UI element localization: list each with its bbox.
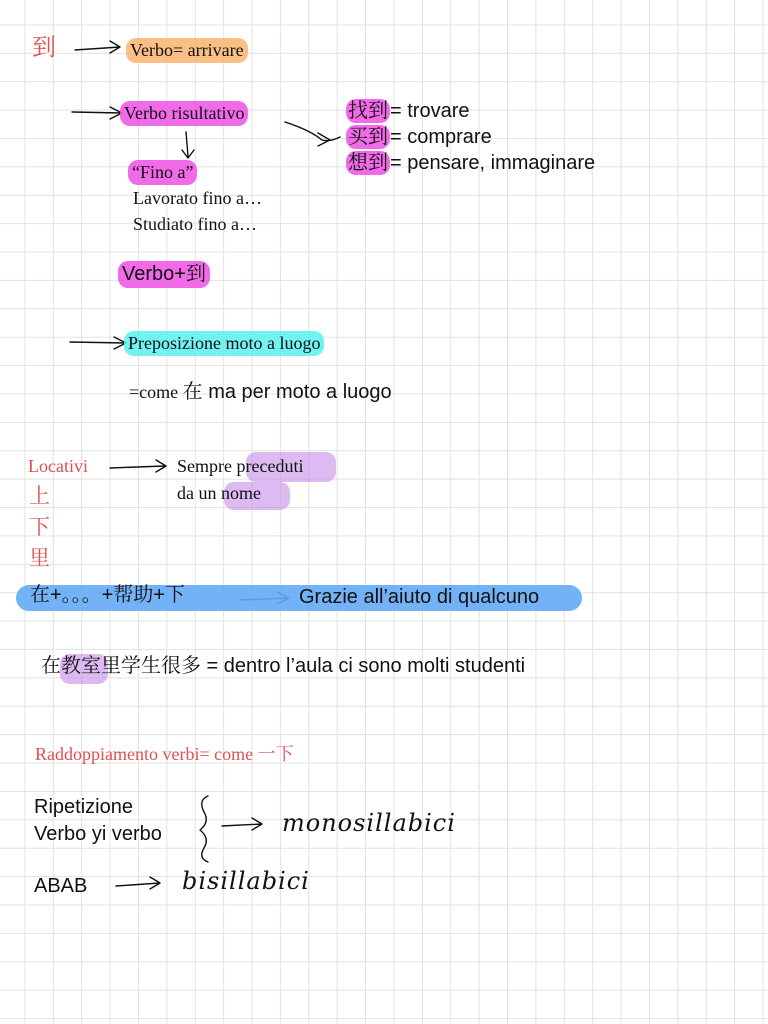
result-row-zhaodao [346,100,469,123]
arrow-monosillabici [222,818,262,830]
abab-label: ABAB [34,875,88,897]
locativo-xia: 下 [29,515,50,539]
xiangdao-meaning: = pensare, immaginare [390,152,596,174]
raddoppiamento-title: Raddoppiamento verbi= come 一下 [35,744,294,764]
locativo-li: 里 [29,546,50,570]
come-zai-prefix: =come [129,382,183,402]
ripetizione-label: Ripetizione [34,796,133,818]
monosillabici-handwritten: monosillabici [282,809,456,837]
brace-ripetizione [200,796,208,862]
arrow-locativi [110,460,166,472]
zhaodao-meaning: = trovare [390,100,470,122]
arrow-bisillabici [116,877,160,889]
arrow-dao-to-verbo [75,41,120,53]
maidao-chars: 买到 [348,126,388,148]
fino-a-label: “Fino a” [128,160,197,185]
come-zai-rest: 在 ma per moto a luogo [182,381,392,403]
studiato-fino-a: Studiato fino a… [133,214,257,234]
arrow-to-verbo-risultativo [72,107,122,119]
xiangdao-chars: 想到 [348,152,388,174]
bisillabici-handwritten: bisillabici [182,867,310,895]
verbo-yi-verbo: Verbo yi verbo [34,823,162,845]
verbo-arrivare-label: Verbo= arrivare [126,38,248,63]
arrow-down-to-fino [182,132,194,158]
verbo-dao-label: Verbo+到 [118,261,210,288]
result-row-maidao [346,126,492,149]
arrow-to-results [285,122,340,146]
preposizione-label: Preposizione moto a luogo [124,331,324,356]
come-zai-line [129,380,392,404]
verbo-risultativo-label: Verbo risultativo [120,101,248,126]
lavorato-fino-a: Lavorato fino a… [133,188,262,208]
sempre-preceduti: Sempre preceduti [177,456,304,476]
result-row-xiangdao [346,152,595,175]
zhaodao-chars: 找到 [348,100,388,122]
jiaoshi-sentence: 在教室里学生很多 = dentro l’aula ci sono molti studenti [41,655,526,677]
grazie-aiuto: Grazie all’aiuto di qualcuno [299,586,540,608]
locativi-label: Locativi [28,456,88,476]
dao-character: 到 [32,33,56,61]
locativo-shang: 上 [29,484,50,508]
da-un-nome: da un nome [177,483,261,503]
arrow-to-preposizione [70,337,126,349]
bangzhu-pattern: 在+。。。+帮助+下 [30,584,186,606]
maidao-meaning: = comprare [390,126,492,148]
